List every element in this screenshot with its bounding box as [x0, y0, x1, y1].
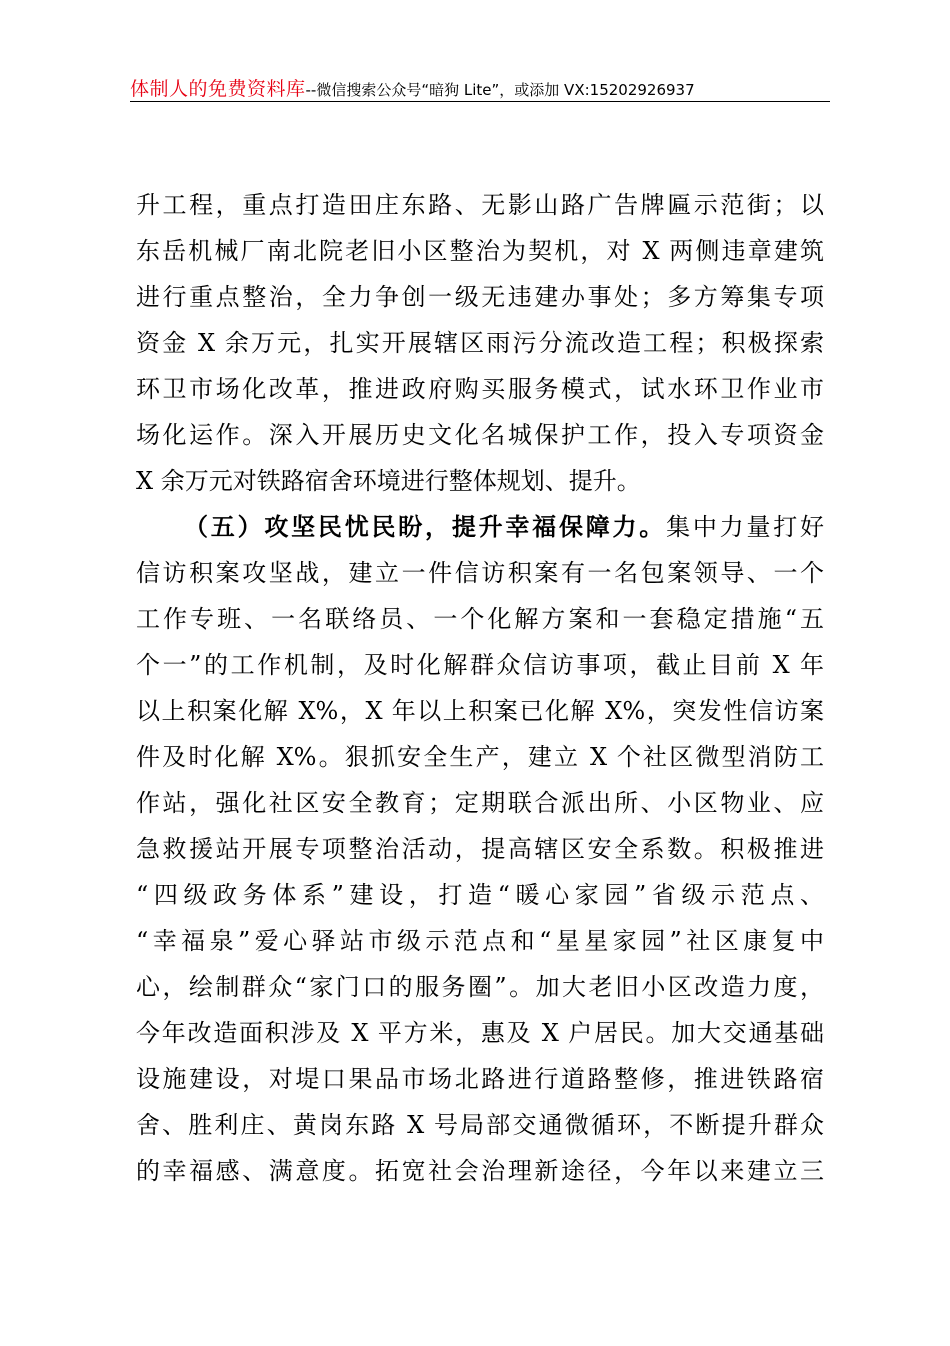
- body-line: X 余万元对铁路宿舍环境进行整体规划、提升。: [136, 467, 641, 495]
- body-line: 场化运作。深入开展历史文化名城保护工作，投入专项资金: [136, 421, 824, 449]
- section-line: 件及时化解 X%。狠抓安全生产，建立 X 个社区微型消防工: [136, 743, 824, 771]
- header-brand: 体制人的免费资料库: [130, 78, 306, 100]
- page-header: [130, 74, 830, 102]
- section-line: 心，绘制群众“家门口的服务圈”。加大老旧小区改造力度，: [136, 973, 824, 1001]
- section-line: “四级政务体系”建设，打造“暖心家园”省级示范点、: [136, 881, 824, 909]
- section-line: 工作专班、一名联络员、一个化解方案和一套稳定措施“五: [136, 605, 824, 633]
- header-divider: [130, 101, 830, 102]
- section-line: 今年改造面积涉及 X 平方米，惠及 X 户居民。加大交通基础: [136, 1019, 824, 1047]
- section-line: “幸福泉”爱心驿站市级示范点和“星星家园”社区康复中: [136, 927, 824, 955]
- body-line: 环卫市场化改革，推进政府购买服务模式，试水环卫作业市: [136, 375, 824, 403]
- body-line: 资金 X 余万元，扎实开展辖区雨污分流改造工程；积极探索: [136, 329, 824, 357]
- document-body: [136, 182, 824, 1194]
- section-line: 的幸福感、满意度。拓宽社会治理新途径，今年以来建立三: [136, 1157, 824, 1185]
- section-line: 信访积案攻坚战，建立一件信访积案有一名包案领导、一个: [136, 559, 824, 587]
- section-heading-rest: 集中力量打好: [666, 513, 825, 541]
- section-line: 舍、胜利庄、黄岗东路 X 号局部交通微循环，不断提升群众: [136, 1111, 824, 1139]
- section-line: 以上积案化解 X%，X 年以上积案已化解 X%，突发性信访案: [136, 697, 824, 725]
- body-line: 东岳机械厂南北院老旧小区整治为契机，对 X 两侧违章建筑: [136, 237, 824, 265]
- section-line: 作站，强化社区安全教育；定期联合派出所、小区物业、应: [136, 789, 824, 817]
- section-line: 设施建设，对堤口果品市场北路进行道路整修，推进铁路宿: [136, 1065, 824, 1093]
- section-heading: （五）攻坚民忧民盼，提升幸福保障力。: [184, 512, 667, 541]
- header-note: --微信搜索公众号“暗狗 Lite”，或添加 VX:15202926937: [305, 81, 695, 99]
- body-line: 升工程，重点打造田庄东路、无影山路广告牌匾示范街；以: [136, 191, 824, 219]
- section-line: 个一”的工作机制，及时化解群众信访事项，截止目前 X 年: [136, 651, 824, 679]
- body-line: 进行重点整治，全力争创一级无违建办事处；多方筹集专项: [136, 283, 824, 311]
- section-line: 急救援站开展专项整治活动，提高辖区安全系数。积极推进: [136, 835, 824, 863]
- section-first-line: [136, 504, 824, 550]
